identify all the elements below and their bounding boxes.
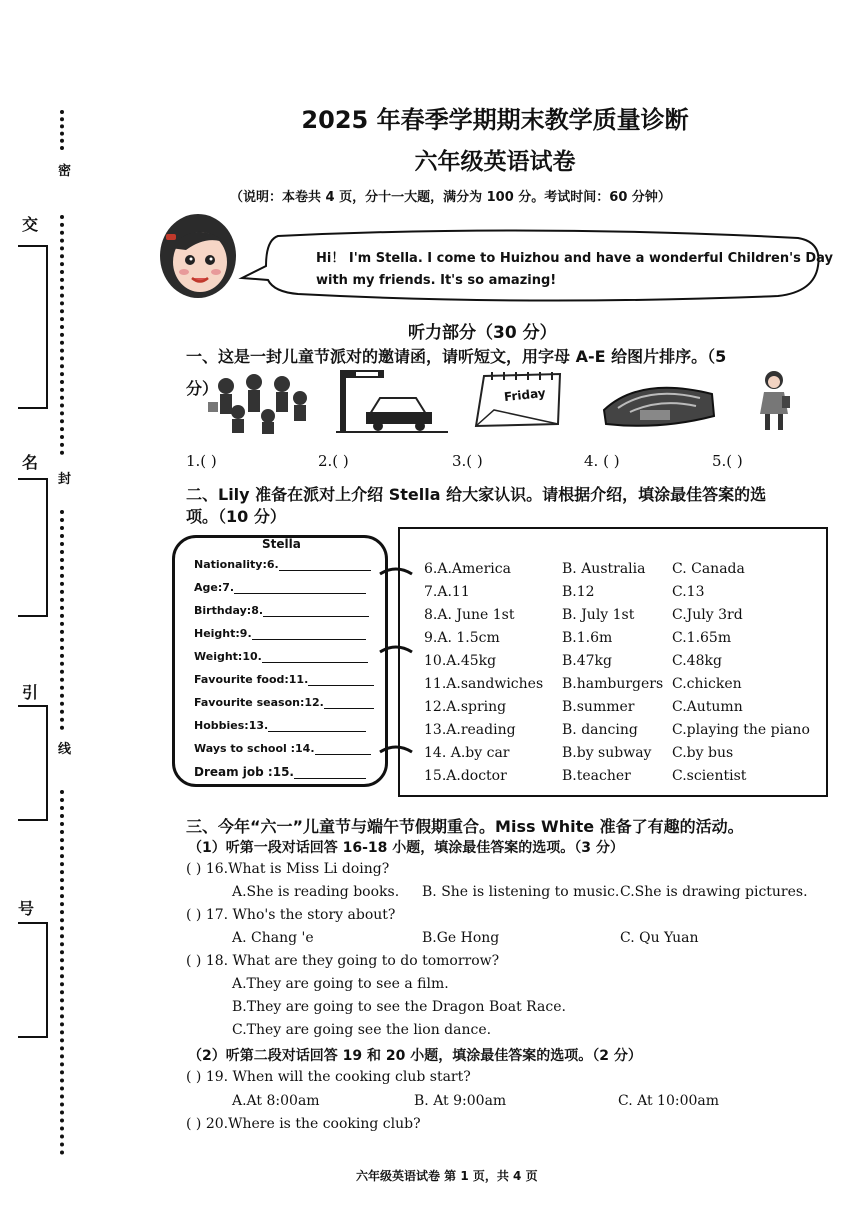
exam-note: （说明：本卷共 4 页，分十一大题，满分为 100 分。考试时间：60 分钟） — [230, 190, 671, 205]
option-7c[interactable]: C.13 — [672, 584, 705, 600]
section2-title-cont: 项。（10 分） — [186, 507, 286, 526]
section3-part2: （2）听第二段对话回答 19 和 20 小题，填涂最佳答案的选项。（2 分） — [188, 1048, 642, 1064]
option-8b[interactable]: B. July 1st — [562, 607, 635, 623]
section1-title: 一、这是一封儿童节派对的邀请函，请听短文，用字母 A-E 给图片排序。（5 — [186, 347, 727, 366]
question-16-b[interactable]: B. She is listening to music. — [422, 884, 620, 900]
question-17[interactable]: ( ) 17. Who's the story about? — [186, 907, 396, 923]
option-12c[interactable]: C.Autumn — [672, 699, 743, 715]
option-11b[interactable]: B.hamburgers — [562, 676, 664, 692]
question-16-a[interactable]: A.She is reading books. — [232, 884, 400, 900]
option-12a[interactable]: 12.A.spring — [424, 699, 507, 715]
profile-field-favourite-food[interactable]: Favourite food:11. — [194, 673, 374, 686]
binding-dots — [60, 790, 68, 1155]
option-10c[interactable]: C.48kg — [672, 653, 722, 669]
option-13a[interactable]: 13.A.reading — [424, 722, 516, 738]
page-footer: 六年级英语试卷 第 1 页，共 4 页 — [356, 1169, 538, 1183]
girl-icon — [752, 368, 796, 434]
option-6c[interactable]: C. Canada — [672, 561, 745, 577]
option-11a[interactable]: 11.A.sandwiches — [424, 676, 544, 692]
profile-field-hobbies[interactable]: Hobbies:13. — [194, 719, 366, 732]
binding-char-mi: 密 — [58, 164, 72, 179]
intro-line-1: Hi！ I'm Stella. I come to Huizhou and have a wonderful Children's Day — [316, 251, 833, 266]
binding-label-school: 交 — [22, 215, 39, 234]
binding-char-xian: 线 — [58, 742, 72, 757]
question-16-c[interactable]: C.She is drawing pictures. — [620, 884, 808, 900]
binding-dots — [60, 215, 68, 455]
question-17-c[interactable]: C. Qu Yuan — [620, 930, 699, 946]
option-13b[interactable]: B. dancing — [562, 722, 638, 738]
question-19-b[interactable]: B. At 9:00am — [414, 1093, 507, 1109]
order-blank-5[interactable]: 5.( ) — [712, 452, 743, 470]
section3-title: 三、今年“六一”儿童节与端午节假期重合。Miss White 准备了有趣的活动。 — [186, 817, 744, 836]
question-19-a[interactable]: A.At 8:00am — [232, 1093, 320, 1109]
order-blank-2[interactable]: 2.( ) — [318, 452, 349, 470]
option-9b[interactable]: B.1.6m — [562, 630, 613, 646]
option-9a[interactable]: 9.A. 1.5cm — [424, 630, 500, 646]
order-blank-4[interactable]: 4. ( ) — [584, 452, 620, 470]
question-19-c[interactable]: C. At 10:00am — [618, 1093, 720, 1109]
profile-field-birthday[interactable]: Birthday:8. — [194, 604, 369, 617]
profile-field-height[interactable]: Height:9. — [194, 627, 366, 640]
binding-label-number: 号 — [18, 899, 35, 918]
question-17-a[interactable]: A. Chang 'e — [232, 930, 314, 946]
question-18[interactable]: ( ) 18. What are they going to do tomorrow? — [186, 953, 500, 969]
binding-dots — [60, 510, 68, 730]
option-6b[interactable]: B. Australia — [562, 561, 646, 577]
profile-field-age[interactable]: Age:7. — [194, 581, 366, 594]
car-gate-icon — [336, 368, 448, 434]
profile-field-favourite-season[interactable]: Favourite season:12. — [194, 696, 374, 709]
option-10b[interactable]: B.47kg — [562, 653, 612, 669]
option-14b[interactable]: B.by subway — [562, 745, 652, 761]
option-14a[interactable]: 14. A.by car — [424, 745, 510, 761]
binding-box-name — [18, 478, 48, 617]
question-19[interactable]: ( ) 19. When will the cooking club start? — [186, 1069, 471, 1085]
profile-field-weight[interactable]: Weight:10. — [194, 650, 368, 663]
listening-heading: 听力部分（30 分） — [408, 323, 557, 343]
section1-title-cont: 分） — [186, 379, 219, 398]
binding-box-number — [18, 922, 48, 1038]
option-15a[interactable]: 15.A.doctor — [424, 768, 507, 784]
binding-label-class: 引 — [22, 683, 39, 702]
binding-label-name: 名 — [22, 453, 39, 472]
option-11c[interactable]: C.chicken — [672, 676, 742, 692]
binding-box-class — [18, 705, 48, 821]
section2-title: 二、Lily 准备在派对上介绍 Stella 给大家认识。请根据介绍，填涂最佳答案的选 — [186, 485, 767, 504]
profile-card-title: Stella — [262, 537, 301, 551]
question-16[interactable]: ( ) 16.What is Miss Li doing? — [186, 861, 390, 877]
question-20[interactable]: ( ) 20.Where is the cooking club? — [186, 1116, 421, 1132]
question-18-a[interactable]: A.They are going to see a film. — [232, 976, 449, 992]
option-10a[interactable]: 10.A.45kg — [424, 653, 497, 669]
order-blank-3[interactable]: 3.( ) — [452, 452, 483, 470]
calendar-word: Friday — [503, 385, 547, 405]
binding-char-feng: 封 — [58, 472, 72, 487]
option-7a[interactable]: 7.A.11 — [424, 584, 470, 600]
question-18-b[interactable]: B.They are going to see the Dragon Boat Race. — [232, 999, 566, 1015]
stella-face-icon — [156, 208, 240, 300]
exam-subtitle: 六年级英语试卷 — [414, 149, 576, 175]
order-blank-1[interactable]: 1.( ) — [186, 452, 217, 470]
option-7b[interactable]: B.12 — [562, 584, 595, 600]
party-kids-icon — [208, 372, 312, 436]
option-15c[interactable]: C.scientist — [672, 768, 747, 784]
section3-part1: （1）听第一段对话回答 16-18 小题，填涂最佳答案的选项。（3 分） — [188, 840, 624, 856]
option-8c[interactable]: C.July 3rd — [672, 607, 743, 623]
exam-title: 2025 年春季学期期末教学质量诊断 — [301, 106, 689, 134]
profile-field-dream-job[interactable]: Dream job :15. — [194, 765, 366, 779]
option-8a[interactable]: 8.A. June 1st — [424, 607, 515, 623]
profile-field-nationality[interactable]: Nationality:6. — [194, 558, 371, 571]
question-18-c[interactable]: C.They are going see the lion dance. — [232, 1022, 492, 1038]
option-12b[interactable]: B.summer — [562, 699, 635, 715]
intro-line-2: with my friends. It's so amazing! — [316, 273, 557, 288]
profile-field-ways-to-school[interactable]: Ways to school :14. — [194, 742, 371, 755]
option-15b[interactable]: B.teacher — [562, 768, 631, 784]
option-14c[interactable]: C.by bus — [672, 745, 734, 761]
stadium-icon — [600, 372, 718, 432]
option-13c[interactable]: C.playing the piano — [672, 722, 810, 738]
option-9c[interactable]: C.1.65m — [672, 630, 732, 646]
binding-box-school — [18, 245, 48, 409]
option-6a[interactable]: 6.A.America — [424, 561, 511, 577]
question-17-b[interactable]: B.Ge Hong — [422, 930, 500, 946]
